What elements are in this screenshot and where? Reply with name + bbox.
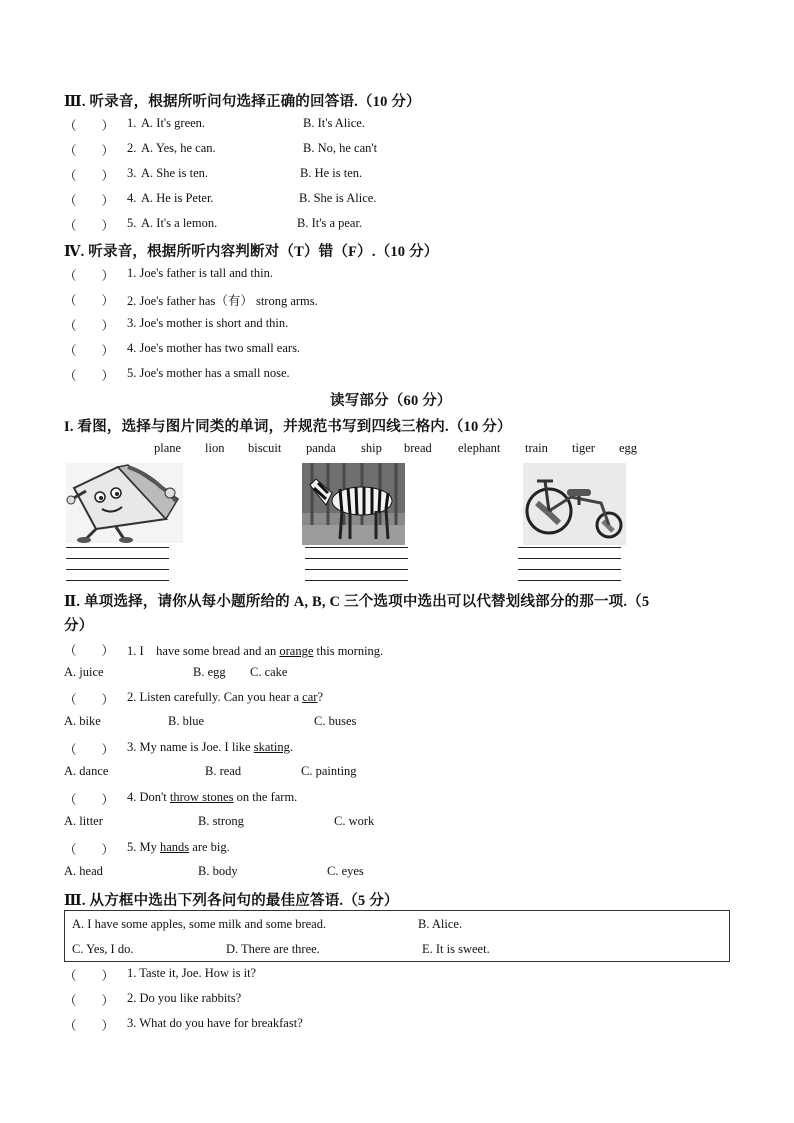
sentence-pre: 3. My name is Joe. I like <box>127 740 254 754</box>
option-b: B. body <box>198 864 238 878</box>
box-option-a: A. I have some apples, some milk and some bread. <box>72 917 327 931</box>
box-option-b: B. Alice. <box>418 917 463 931</box>
sentence-pre: 4. Don't <box>127 790 170 804</box>
question-sentence <box>127 641 383 659</box>
option-b: B. She is Alice. <box>299 191 377 205</box>
question-sentence <box>127 790 297 805</box>
question-number: 1. <box>127 116 137 130</box>
sentence-post: . <box>289 740 293 754</box>
option-c: C. eyes <box>327 864 364 878</box>
option-c: C. work <box>334 814 375 828</box>
underlined-word: throw stones <box>169 790 234 804</box>
section-title-rw-1: I. 看图，选择与图片同类的单词，并规范书写到四线三格内.（10 分） <box>64 419 512 435</box>
statement-text: 1. Joe's father is tall and thin. <box>127 266 273 280</box>
question-sentence <box>127 840 230 855</box>
sandwich-cartoon-icon <box>66 463 183 543</box>
option-a: A. He is Peter. <box>141 191 214 205</box>
section-title-rw-2-line1: Ⅱ. 单项选择，请你从每小题所给的 A, B, C 三个选项中选出可以代替划线部分的那一项.（5 <box>64 594 650 610</box>
underlined-word: car <box>302 690 318 704</box>
answer-paren[interactable]: （ ） <box>64 1019 115 1033</box>
option-b: B. egg <box>193 665 226 679</box>
word-bank-item: bread <box>404 441 432 455</box>
section-title-rw-2-line2: 分） <box>64 618 94 634</box>
question-number: 4. <box>127 191 137 205</box>
sentence-post: this morning. <box>313 644 384 658</box>
tricycle-icon <box>523 463 626 545</box>
answer-paren[interactable]: （ ） <box>64 369 115 383</box>
writing-grid-1[interactable] <box>66 547 169 583</box>
underlined-word: skating <box>253 740 290 754</box>
option-c: C. painting <box>301 764 357 778</box>
answer-paren[interactable]: （ ） <box>64 793 115 807</box>
option-b: B. It's a pear. <box>297 216 363 230</box>
sentence-pre: 5. My <box>127 840 160 854</box>
option-b: B. He is ten. <box>300 166 363 180</box>
box-option-e: E. It is sweet. <box>422 942 490 956</box>
question-sentence <box>127 740 293 755</box>
statement-text: 3. Joe's mother is short and thin. <box>127 316 289 330</box>
answer-paren[interactable]: （ ） <box>64 843 115 857</box>
word-bank-item: biscuit <box>248 441 282 455</box>
word-bank-item: tiger <box>572 441 595 455</box>
option-b: B. No, he can't <box>303 141 378 155</box>
question-text: 2. Do you like rabbits? <box>127 991 242 1005</box>
box-option-c: C. Yes, I do. <box>72 942 134 956</box>
answer-paren[interactable]: （ ） <box>64 269 115 283</box>
word-bank-item: panda <box>306 441 336 455</box>
answer-paren[interactable]: （ ） <box>64 344 115 358</box>
question-sentence <box>127 690 323 705</box>
underlined-word: hands <box>160 840 190 854</box>
section-title-rw-3: Ⅲ. 从方框中选出下列各问句的最佳应答语.（5 分） <box>64 893 399 909</box>
word-bank-item: train <box>525 441 548 455</box>
option-a: A. juice <box>64 665 104 679</box>
answer-paren[interactable]: （ ） <box>64 994 115 1008</box>
option-a: A. dance <box>64 764 109 778</box>
sentence-pre: 2. Listen carefully. Can you hear a <box>127 690 303 704</box>
option-a: A. It's a lemon. <box>141 216 218 230</box>
option-b: B. It's Alice. <box>303 116 365 130</box>
answer-paren[interactable]: （ ） <box>64 969 115 983</box>
question-number: 3. <box>127 166 137 180</box>
option-a: A. head <box>64 864 103 878</box>
answer-paren[interactable]: （ ） <box>64 119 115 133</box>
answer-paren[interactable]: （ ） <box>64 693 115 707</box>
answer-paren[interactable]: （ ） <box>64 294 115 308</box>
section-title-listening-4: Ⅳ. 听录音，根据所听内容判断对（T）错（F）.（10 分） <box>64 244 439 260</box>
box-option-d: D. There are three. <box>226 942 320 956</box>
answer-paren[interactable]: （ ） <box>64 743 115 757</box>
option-c: C. cake <box>250 665 288 679</box>
answer-paren[interactable]: （ ） <box>64 194 115 208</box>
writing-grid-3[interactable] <box>518 547 621 583</box>
option-a: A. Yes, he can. <box>141 141 216 155</box>
underlined-word: orange <box>279 644 314 658</box>
word-bank-item: elephant <box>458 441 501 455</box>
part-heading-reading-writing: 读写部分（60 分） <box>330 393 452 409</box>
statement-text: 5. Joe's mother has a small nose. <box>127 366 290 380</box>
zebra-photo-icon <box>302 463 405 545</box>
option-c: C. buses <box>314 714 357 728</box>
section-title-listening-3: Ⅲ. 听录音，根据所听问句选择正确的回答语.（10 分） <box>64 94 421 110</box>
sentence-post: on the farm. <box>233 790 298 804</box>
question-number: 5. <box>127 216 137 230</box>
question-text: 1. Taste it, Joe. How is it? <box>127 966 257 980</box>
word-bank-item: lion <box>205 441 225 455</box>
question-text: 3. What do you have for breakfast? <box>127 1016 303 1030</box>
answer-paren[interactable]: （ ） <box>64 144 115 158</box>
option-b: B. strong <box>198 814 244 828</box>
answer-paren[interactable]: （ ） <box>64 319 115 333</box>
option-a: A. bike <box>64 714 101 728</box>
statement-text: 2. Joe's father has（有） strong arms. <box>127 294 318 308</box>
answer-paren[interactable]: （ ） <box>64 219 115 233</box>
option-b: B. read <box>205 764 242 778</box>
answer-paren[interactable]: （ ） <box>64 644 115 658</box>
option-a: A. It's green. <box>141 116 206 130</box>
option-a: A. She is ten. <box>141 166 209 180</box>
sentence-post: ? <box>317 690 323 704</box>
sentence-pre: 1. I have some bread and an <box>127 644 280 658</box>
option-a: A. litter <box>64 814 103 828</box>
statement-text: 4. Joe's mother has two small ears. <box>127 341 301 355</box>
word-bank-item: egg <box>619 441 638 455</box>
question-number: 2. <box>127 141 137 155</box>
option-b: B. blue <box>168 714 205 728</box>
answer-paren[interactable]: （ ） <box>64 169 115 183</box>
writing-grid-2[interactable] <box>305 547 408 583</box>
word-bank-item: ship <box>361 441 382 455</box>
sentence-post: are big. <box>189 840 230 854</box>
word-bank-item: plane <box>154 441 182 455</box>
